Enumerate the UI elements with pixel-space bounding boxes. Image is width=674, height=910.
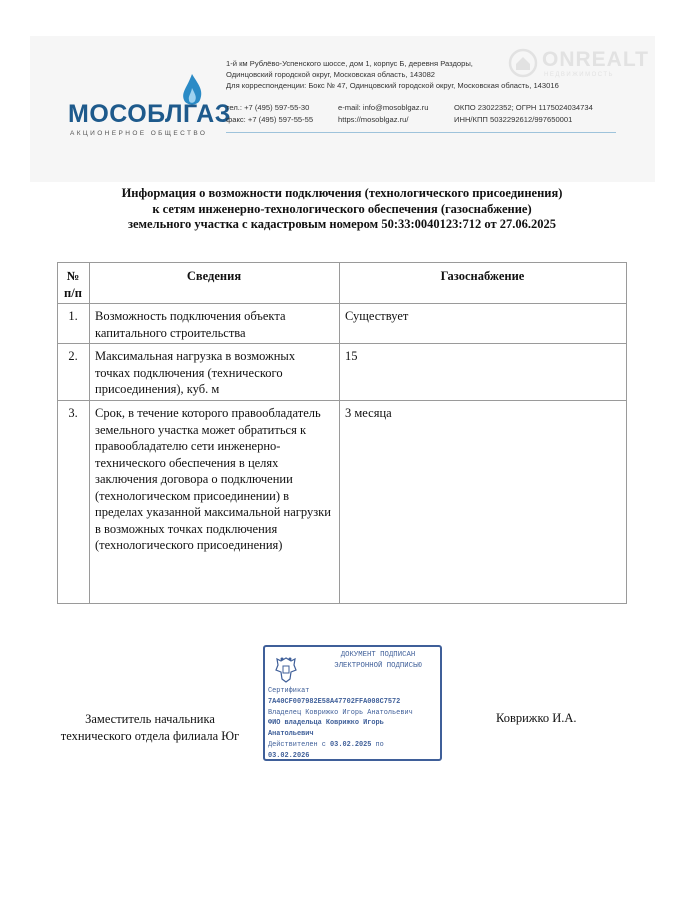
cert-label: Сертификат bbox=[268, 687, 310, 695]
email-link[interactable]: e-mail: info@mosoblgaz.ru bbox=[338, 103, 429, 112]
inn-kpp: ИНН/КПП 5032292612/997650001 bbox=[454, 115, 573, 124]
website-link[interactable]: https://mosoblgaz.ru/ bbox=[338, 115, 409, 124]
address-line: 1-й км Рублёво-Успенского шоссе, дом 1, корпус Б, деревня Раздоры, bbox=[226, 59, 473, 68]
info-table bbox=[57, 262, 627, 604]
valid-from: 03.02.2025 bbox=[330, 740, 372, 749]
company-contacts bbox=[226, 102, 626, 126]
title-line: земельного участка с кадастровым номером 50:33:0040123:712 от 27.06.2025 bbox=[127, 217, 557, 231]
row-value: Существует bbox=[340, 304, 627, 344]
okpo-ogrn: ОКПО 23022352; ОГРН 1175024034734 bbox=[454, 103, 593, 112]
row-info: Максимальная нагрузка в возможных точках подключения (технического присоединения), куб. м bbox=[90, 344, 340, 401]
address-line: Для корреспонденции: Бокс № 47, Одинцовский городской округ, Московская область, 143016 bbox=[226, 81, 559, 90]
row-number: 3. bbox=[58, 401, 90, 604]
valid-to: 03.02.2026 bbox=[268, 751, 310, 760]
table-row bbox=[58, 401, 627, 604]
header-gas-supply: Газоснабжение bbox=[340, 263, 627, 304]
electronic-signature-stamp bbox=[263, 645, 442, 761]
stamp-title: ДОКУМЕНТ ПОДПИСАН ЭЛЕКТРОННОЙ ПОДПИСЬЮ bbox=[334, 651, 422, 670]
watermark-subtext: НЕДВИЖИМОСТЬ bbox=[544, 72, 614, 78]
row-number: 1. bbox=[58, 304, 90, 344]
table-row bbox=[58, 344, 627, 401]
stamp-details bbox=[268, 686, 440, 762]
brand-subtitle: АКЦИОНЕРНОЕ ОБЩЕСТВО bbox=[70, 130, 208, 137]
row-info: Возможность подключения объекта капитального строительства bbox=[90, 304, 340, 344]
row-number: 2. bbox=[58, 344, 90, 401]
cert-fio: ФИО владельца Коврижко Игорь bbox=[268, 719, 384, 728]
cert-validity bbox=[268, 740, 440, 751]
signer-name: Коврижко И.А. bbox=[496, 711, 577, 725]
company-details bbox=[226, 58, 626, 124]
watermark-text: ONREALT bbox=[542, 48, 649, 71]
brand-name: МОСОБЛГАЗ bbox=[68, 100, 231, 128]
letterhead-divider bbox=[226, 132, 616, 133]
row-info: Срок, в течение которого правообладатель земельного участка может обратиться к правообладателю сети инженерно-технического обеспечения в целях заключения договора о подключении (технологическом присоединении) в пределах указанной максимальной нагрузки в возможных точках подключения (технологического присоединения) bbox=[90, 401, 340, 604]
row-value: 15 bbox=[340, 344, 627, 401]
cert-fio-cont: Анатольевич bbox=[268, 730, 314, 739]
cert-number: 7A40CF007982E58A47702FFA008C7572 bbox=[268, 697, 401, 706]
address-line: Одинцовский городской округ, Московская область, 143082 bbox=[226, 70, 436, 79]
title-line: Информация о возможности подключения (технологического присоединения) bbox=[121, 186, 563, 200]
fax: факс: +7 (495) 597-55-55 bbox=[226, 115, 314, 124]
header-number: № п/п bbox=[58, 263, 90, 304]
company-address bbox=[226, 58, 626, 91]
table-row bbox=[58, 304, 627, 344]
header-info: Сведения bbox=[90, 263, 340, 304]
document-title bbox=[40, 186, 644, 233]
table-header-row bbox=[58, 263, 627, 304]
letterhead bbox=[30, 36, 655, 182]
phone: тел.: +7 (495) 597-55-30 bbox=[226, 103, 310, 112]
valid-to-prefix: по bbox=[375, 740, 384, 749]
cert-owner: Владелец Коврижко Игорь Анатольевич bbox=[268, 708, 413, 717]
signer-position: Заместитель начальника технического отдела филиала Юг bbox=[60, 712, 240, 743]
title-line: к сетям инженерно-технологического обеспечения (газоснабжение) bbox=[152, 201, 532, 216]
company-logo bbox=[68, 72, 231, 152]
row-value: 3 месяца bbox=[340, 401, 627, 604]
valid-prefix: Действителен с bbox=[268, 740, 326, 749]
coat-of-arms-icon bbox=[273, 655, 299, 685]
